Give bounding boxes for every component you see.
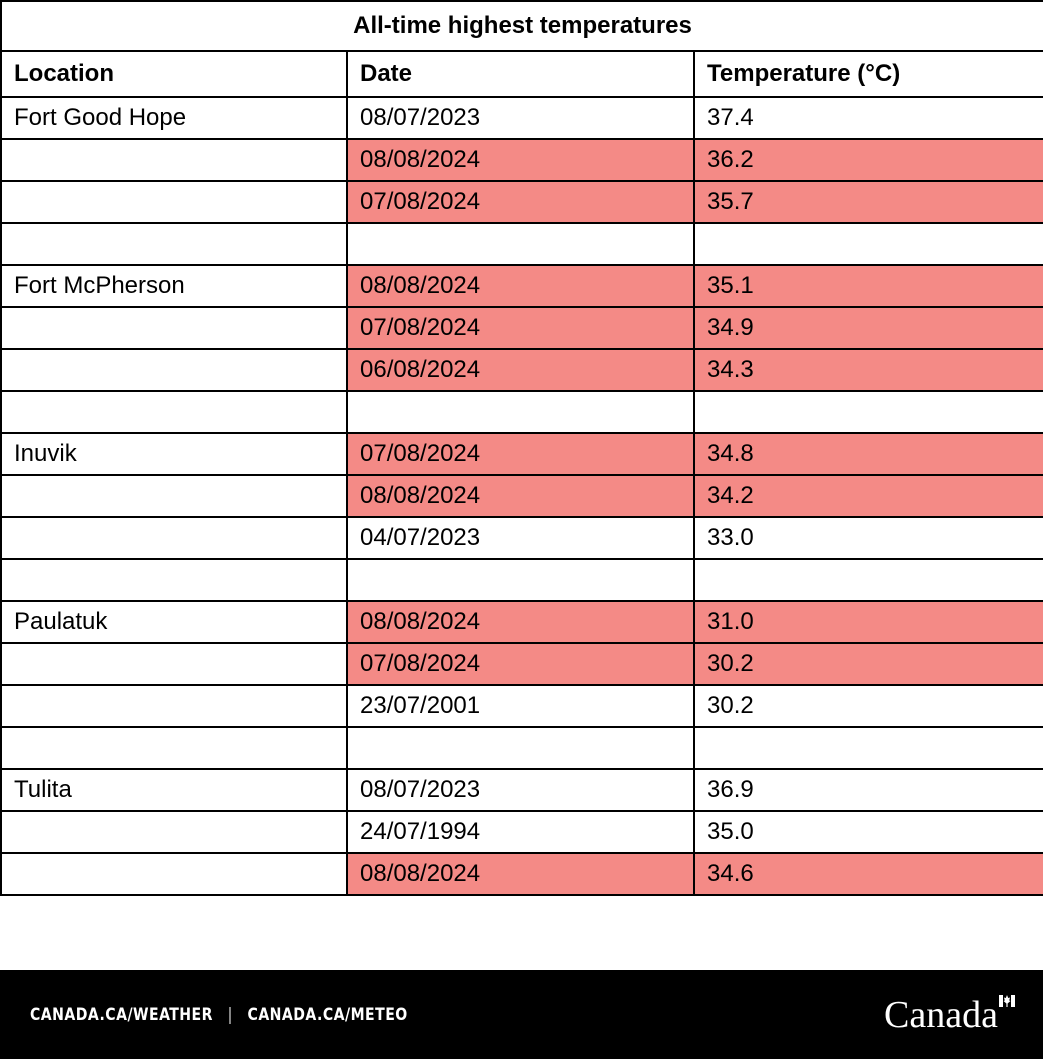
- temperature-cell: 36.2: [694, 139, 1043, 181]
- location-cell: Tulita: [1, 769, 347, 811]
- column-header-location: Location: [1, 51, 347, 97]
- location-cell: [1, 223, 347, 265]
- date-cell: 06/08/2024: [347, 349, 694, 391]
- date-cell: 07/08/2024: [347, 643, 694, 685]
- table-row: [1, 97, 1043, 139]
- temperature-cell: 31.0: [694, 601, 1043, 643]
- location-cell: Inuvik: [1, 433, 347, 475]
- temperature-cell: 37.4: [694, 97, 1043, 139]
- date-cell: 08/08/2024: [347, 265, 694, 307]
- location-cell: [1, 685, 347, 727]
- location-cell: Paulatuk: [1, 601, 347, 643]
- table-row: [1, 307, 1043, 349]
- location-cell: [1, 811, 347, 853]
- canada-flag-icon: [999, 993, 1015, 1009]
- temperature-cell: 34.3: [694, 349, 1043, 391]
- temperature-cell: [694, 559, 1043, 601]
- temperature-cell: [694, 727, 1043, 769]
- table-row: [1, 517, 1043, 559]
- location-cell: [1, 853, 347, 895]
- date-cell: [347, 391, 694, 433]
- temperature-cell: 30.2: [694, 685, 1043, 727]
- date-cell: [347, 727, 694, 769]
- table-row: [1, 769, 1043, 811]
- date-cell: 08/08/2024: [347, 475, 694, 517]
- table-row: [1, 391, 1043, 433]
- column-header-temperature: Temperature (°C): [694, 51, 1043, 97]
- location-cell: [1, 181, 347, 223]
- location-cell: Fort McPherson: [1, 265, 347, 307]
- location-cell: [1, 349, 347, 391]
- table-row: [1, 265, 1043, 307]
- canada-wordmark: [884, 970, 1015, 1059]
- table-body: [1, 97, 1043, 895]
- date-cell: 04/07/2023: [347, 517, 694, 559]
- date-cell: 23/07/2001: [347, 685, 694, 727]
- location-cell: [1, 643, 347, 685]
- table-row: [1, 727, 1043, 769]
- table-row: [1, 223, 1043, 265]
- header-row: [1, 51, 1043, 97]
- date-cell: 07/08/2024: [347, 307, 694, 349]
- footer-links: [30, 970, 408, 1059]
- table-row: [1, 559, 1043, 601]
- table-row: [1, 139, 1043, 181]
- temperature-cell: 35.7: [694, 181, 1043, 223]
- table-row: [1, 433, 1043, 475]
- temperature-cell: [694, 391, 1043, 433]
- title-row: [1, 1, 1043, 51]
- location-cell: [1, 475, 347, 517]
- location-cell: [1, 517, 347, 559]
- table-title: All-time highest temperatures: [1, 1, 1043, 51]
- table-row: [1, 349, 1043, 391]
- date-cell: 08/07/2023: [347, 97, 694, 139]
- temperature-cell: 30.2: [694, 643, 1043, 685]
- date-cell: 07/08/2024: [347, 181, 694, 223]
- table-row: [1, 853, 1043, 895]
- meteo-link[interactable]: CANADA.CA/METEO: [247, 1004, 408, 1025]
- date-cell: 24/07/1994: [347, 811, 694, 853]
- table-row: [1, 475, 1043, 517]
- date-cell: [347, 223, 694, 265]
- temperature-cell: 35.1: [694, 265, 1043, 307]
- location-cell: [1, 139, 347, 181]
- temperature-cell: 33.0: [694, 517, 1043, 559]
- temperature-cell: 34.2: [694, 475, 1043, 517]
- table-row: [1, 811, 1043, 853]
- footer-bar: [0, 970, 1043, 1059]
- temperature-cell: 36.9: [694, 769, 1043, 811]
- temperature-cell: 35.0: [694, 811, 1043, 853]
- temperature-cell: [694, 223, 1043, 265]
- temperature-cell: 34.8: [694, 433, 1043, 475]
- location-cell: [1, 559, 347, 601]
- table-row: [1, 181, 1043, 223]
- location-cell: [1, 307, 347, 349]
- date-cell: 08/07/2023: [347, 769, 694, 811]
- date-cell: [347, 559, 694, 601]
- location-cell: Fort Good Hope: [1, 97, 347, 139]
- weather-link[interactable]: CANADA.CA/WEATHER: [30, 1004, 213, 1025]
- date-cell: 08/08/2024: [347, 853, 694, 895]
- column-header-date: Date: [347, 51, 694, 97]
- canada-wordmark-text: Canada: [884, 993, 998, 1036]
- table-row: [1, 685, 1043, 727]
- date-cell: 07/08/2024: [347, 433, 694, 475]
- location-cell: [1, 391, 347, 433]
- footer-separator: |: [227, 1004, 233, 1025]
- location-cell: [1, 727, 347, 769]
- temperature-cell: 34.9: [694, 307, 1043, 349]
- date-cell: 08/08/2024: [347, 139, 694, 181]
- temperature-cell: 34.6: [694, 853, 1043, 895]
- table-row: [1, 643, 1043, 685]
- table-row: [1, 601, 1043, 643]
- date-cell: 08/08/2024: [347, 601, 694, 643]
